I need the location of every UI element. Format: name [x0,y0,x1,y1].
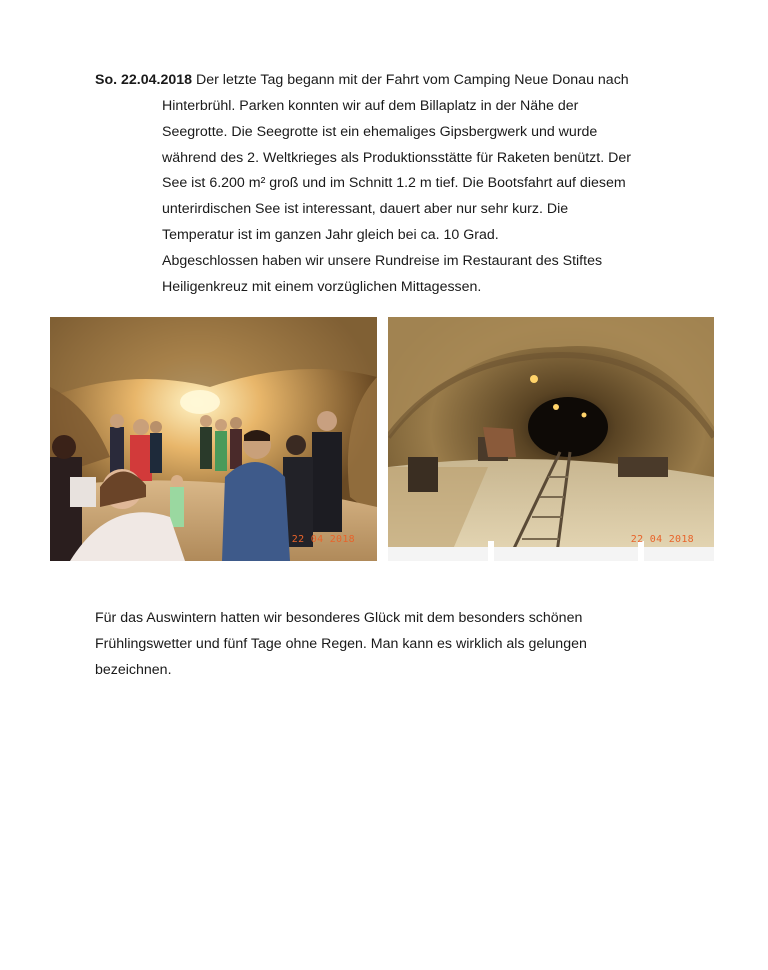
entry-paragraph [162,94,722,300]
entry-line: Seegrotte. Die Seegrotte ist ein ehemaliges Gipsbergwerk und wurde [162,123,598,140]
entry-line: Heiligenkreuz mit einem vorzüglichen Mittagessen. [162,278,482,295]
photo-seegrotte-mine-tunnel [388,317,714,561]
closing-line: bezeichnen. [95,662,172,678]
closing-paragraph [95,605,695,683]
mine-tunnel-illustration [388,317,714,561]
entry-line: Hinterbrühl. Parken konnten wir auf dem Billaplatz in der Nähe der [162,98,579,114]
entry-line: See ist 6.200 m² groß und im Schnitt 1.2 m tief. Die Bootsfahrt auf diesem [162,175,626,192]
entry-line: während des 2. Weltkrieges als Produktionsstätte für Raketen benützt. Der [162,149,631,166]
entry-line: unterirdischen See ist interessant, dauert aber nur sehr kurz. Die [162,201,569,218]
photo-date-stamp: 22 04 2018 [291,534,355,545]
entry-date: So. 22.04.2018 [95,72,193,88]
entry-line: Abgeschlossen haben wir unsere Rundreise im Restaurant des Stiftes [162,252,603,269]
entry-first-line [95,68,695,94]
tour-group-illustration [50,317,377,561]
entry-first-line-text: Der letzte Tag begann mit der Fahrt vom Camping Neue Donau nach [195,72,629,88]
entry-line: Temperatur ist im ganzen Jahr gleich bei ca. 10 Grad. [162,226,499,243]
photo-seegrotte-tour-group [50,317,377,561]
closing-line: Für das Auswintern hatten wir besonderes Glück mit dem besonders schönen [95,610,583,626]
photo-date-stamp: 22 04 2018 [630,534,694,545]
closing-line: Frühlingswetter und fünf Tage ohne Regen. Man kann es wirklich als gelungen [95,636,587,652]
